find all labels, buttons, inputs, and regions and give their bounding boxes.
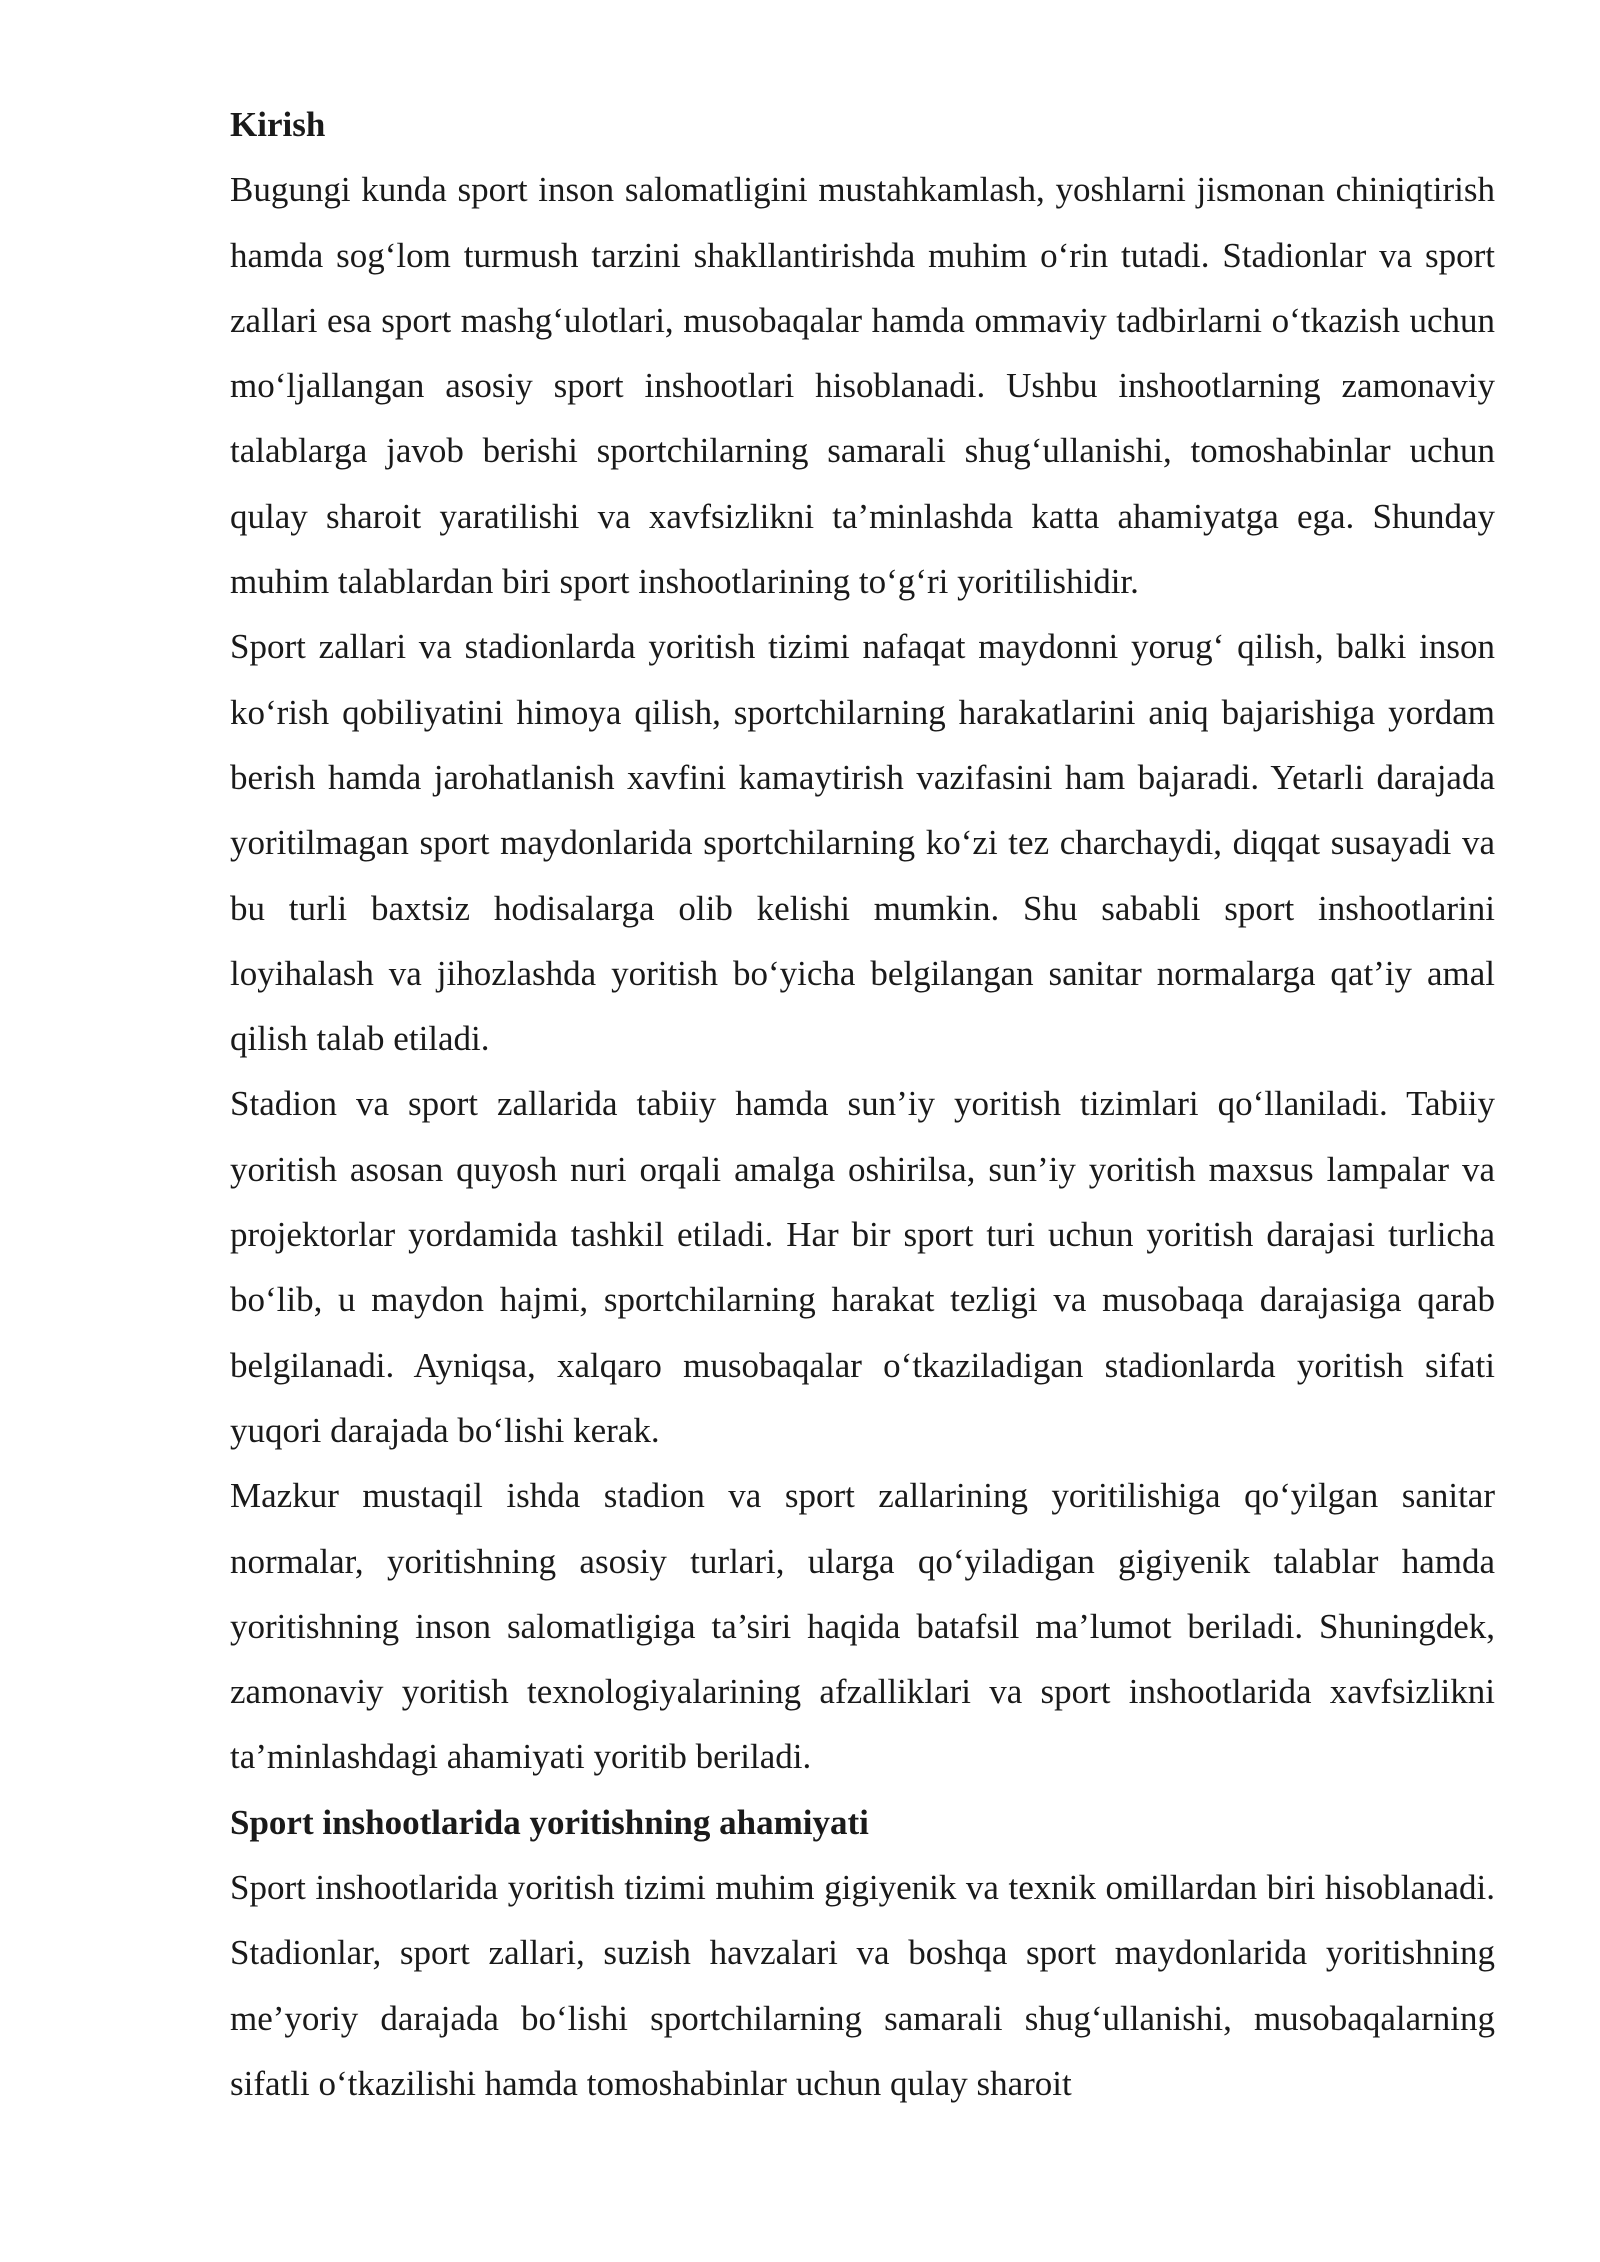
section-heading-importance: Sport inshootlarida yoritishning ahamiyati xyxy=(230,1802,869,1842)
section-heading-intro: Kirish xyxy=(230,105,326,144)
paragraph-intro-2: Sport zallari va stadionlarda yoritish tizimi nafaqat maydonni yorug‘ qilish, balki inson ko‘rish qobiliyatini himoya qilish, sportchilarning harakatlarini aniq bajarishiga yordam berish hamda jarohatlanish xavfini kamaytirish vazifasini ham bajaradi. Yetarli darajada yoritilmagan sport maydonlarida sportchilarning ko‘zi tez charchaydi, diqqat susayadi va bu turli baxtsiz hodisalarga olib kelishi mumkin. Shu sababli sport inshootlarini loyihalash va jihozlashda yoritish bo‘yicha belgilangan sanitar normalarga qat’iy amal qilish talab etiladi. xyxy=(230,627,1495,1059)
paragraph-intro-1: Bugungi kunda sport inson salomatligini mustahkamlash, yoshlarni jismonan chiniqtirish hamda sog‘lom turmush tarzini shakllantirishda muhim o‘rin tutadi. Stadionlar va sport zallari esa sport mashg‘ulotlari, musobaqalar hamda ommaviy tadbirlarni o‘tkazish uchun mo‘ljallangan asosiy sport inshootlari hisoblanadi. Ushbu inshootlarning zamonaviy talablarga javob berishi sportchilarning samarali shug‘ullanishi, tomoshabinlar uchun qulay sharoit yaratilishi va xavfsizlikni ta’minlashda katta ahamiyatga ega. Shunday muhim talablardan biri sport inshootlarining to‘g‘ri yoritilishidir. xyxy=(230,170,1495,602)
paragraph-intro-4: Mazkur mustaqil ishda stadion va sport zallarining yoritilishiga qo‘yilgan sanitar normalar, yoritishning asosiy turlari, ularga qo‘yiladigan gigiyenik talablar hamda yoritishning inson salomatligiga ta’siri haqida batafsil ma’lumot beriladi. Shuningdek, zamonaviy yoritish texnologiyalarining afzalliklari va sport inshootlarida xavfsizlikni ta’minlashdagi ahamiyati yoritib beriladi. xyxy=(230,1476,1495,1777)
document-page xyxy=(230,92,1495,2116)
paragraph-importance-1: Sport inshootlarida yoritish tizimi muhim gigiyenik va texnik omillardan biri hisoblanadi. Stadionlar, sport zallari, suzish havzalari va boshqa sport maydonlarida yoritishning me’yoriy darajada bo‘lishi sportchilarning samarali shug‘ullanishi, musobaqalarning sifatli o‘tkazilishi hamda tomoshabinlar uchun qulay sharoit xyxy=(230,1868,1495,2103)
paragraph-intro-3: Stadion va sport zallarida tabiiy hamda sun’iy yoritish tizimlari qo‘llaniladi. Tabiiy yoritish asosan quyosh nuri orqali amalga oshirilsa, sun’iy yoritish maxsus lampalar va projektorlar yordamida tashkil etiladi. Har bir sport turi uchun yoritish darajasi turlicha bo‘lib, u maydon hajmi, sportchilarning harakat tezligi va musobaqa darajasiga qarab belgilanadi. Ayniqsa, xalqaro musobaqalar o‘tkaziladigan stadionlarda yoritish sifati yuqori darajada bo‘lishi kerak. xyxy=(230,1084,1495,1450)
